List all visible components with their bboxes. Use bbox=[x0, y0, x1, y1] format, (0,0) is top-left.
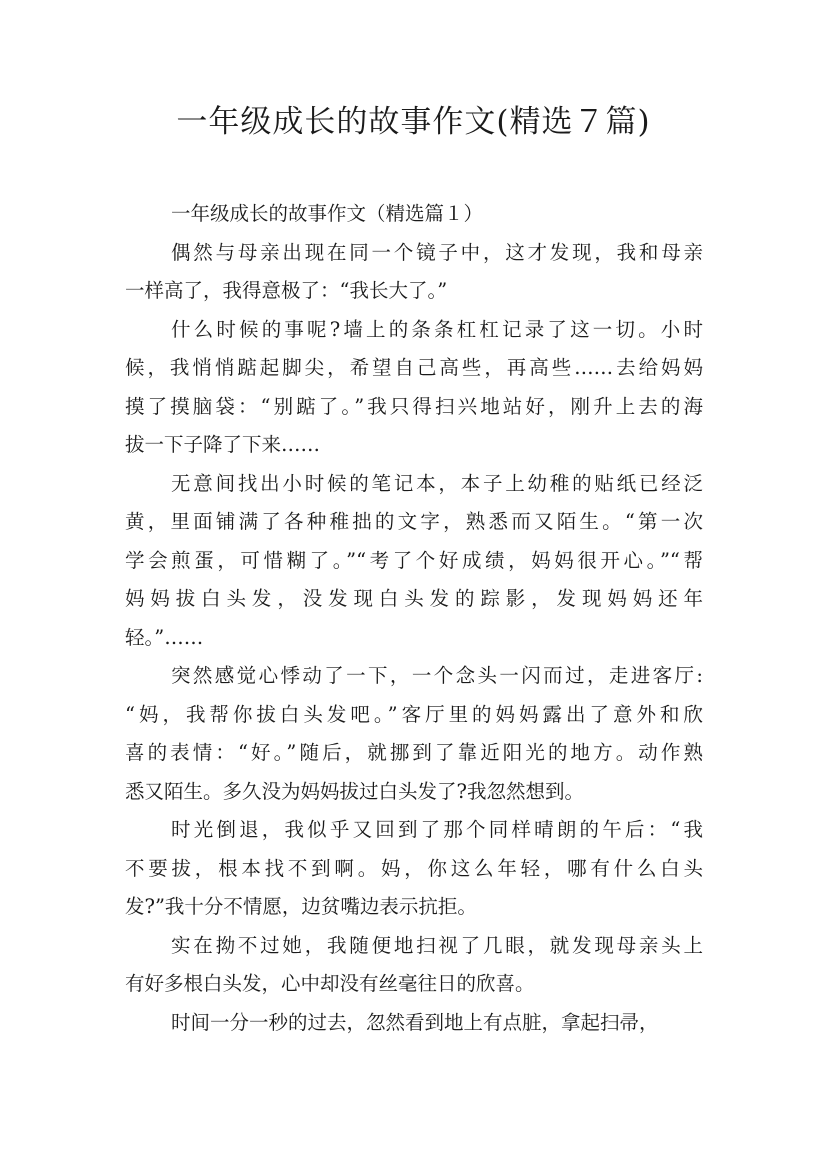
text-line: 突然感觉心悸动了一下，一个念头一闪而过，走进客厅: bbox=[171, 664, 703, 687]
text-line: 悉又陌生。多久没为妈妈拔过白头发了?我忽然想到。 bbox=[125, 779, 584, 803]
document-title: 一年级成长的故事作文(精选７篇) bbox=[176, 104, 651, 140]
text-line: 有好多根白头发，心中却没有丝毫往日的欣喜。 bbox=[125, 972, 535, 995]
text-line: 黄，里面铺满了各种稚拙的文字，熟悉而又陌生。“第一次 bbox=[125, 510, 703, 533]
document-body bbox=[125, 195, 703, 1042]
text-line: 一样高了，我得意极了：“我长大了。” bbox=[125, 279, 448, 302]
text-line: 时间一分一秒的过去，忽然看到地上有点脏，拿起扫帚， bbox=[171, 1010, 659, 1034]
text-line: 无意间找出小时候的笔记本，本子上幼稚的贴纸已经泛 bbox=[171, 471, 703, 495]
paragraph bbox=[125, 927, 703, 1004]
text-line: 时光倒退，我似乎又回到了那个同样晴朗的午后：“我 bbox=[171, 818, 703, 841]
section-subtitle: 一年级成长的故事作文（精选篇１） bbox=[171, 202, 484, 225]
paragraph bbox=[125, 234, 703, 311]
text-line: 候，我悄悄踮起脚尖，希望自己高些，再高些……去给妈妈 bbox=[125, 356, 703, 379]
text-line: 拔一下子降了下来…… bbox=[125, 433, 321, 456]
text-line: 实在拗不过她，我随便地扫视了几眼，就发现母亲头上 bbox=[171, 933, 703, 957]
text-line: 学会煎蛋，可惜糊了。”“考了个好成绩，妈妈很开心。”“帮 bbox=[125, 548, 703, 572]
paragraph bbox=[125, 811, 703, 927]
text-line: 偶然与母亲出现在同一个镜子中，这才发现，我和母亲 bbox=[171, 240, 703, 264]
text-line: “妈，我帮你拔白头发吧。”客厅里的妈妈露出了意外和欣 bbox=[125, 702, 703, 726]
text-line: 发?”我十分不情愿，边贫嘴边表示抗拒。 bbox=[125, 895, 477, 918]
paragraph bbox=[125, 311, 703, 465]
paragraph bbox=[125, 657, 703, 811]
text-line: 什么时候的事呢?墙上的条条杠杠记录了这一切。小时 bbox=[171, 317, 703, 341]
text-line: 摸了摸脑袋：“别踮了。”我只得扫兴地站好，刚升上去的海 bbox=[125, 394, 703, 418]
paragraph bbox=[125, 1004, 703, 1043]
text-line: 喜的表情：“好。”随后，就挪到了靠近阳光的地方。动作熟 bbox=[125, 741, 703, 764]
text-line: 妈妈拔白头发，没发现白头发的踪影，发现妈妈还年 bbox=[125, 587, 703, 610]
text-line: 不要拔，根本找不到啊。妈，你这么年轻，哪有什么白头 bbox=[125, 856, 703, 880]
text-line: 轻。”…… bbox=[125, 625, 204, 649]
paragraph bbox=[125, 465, 703, 658]
